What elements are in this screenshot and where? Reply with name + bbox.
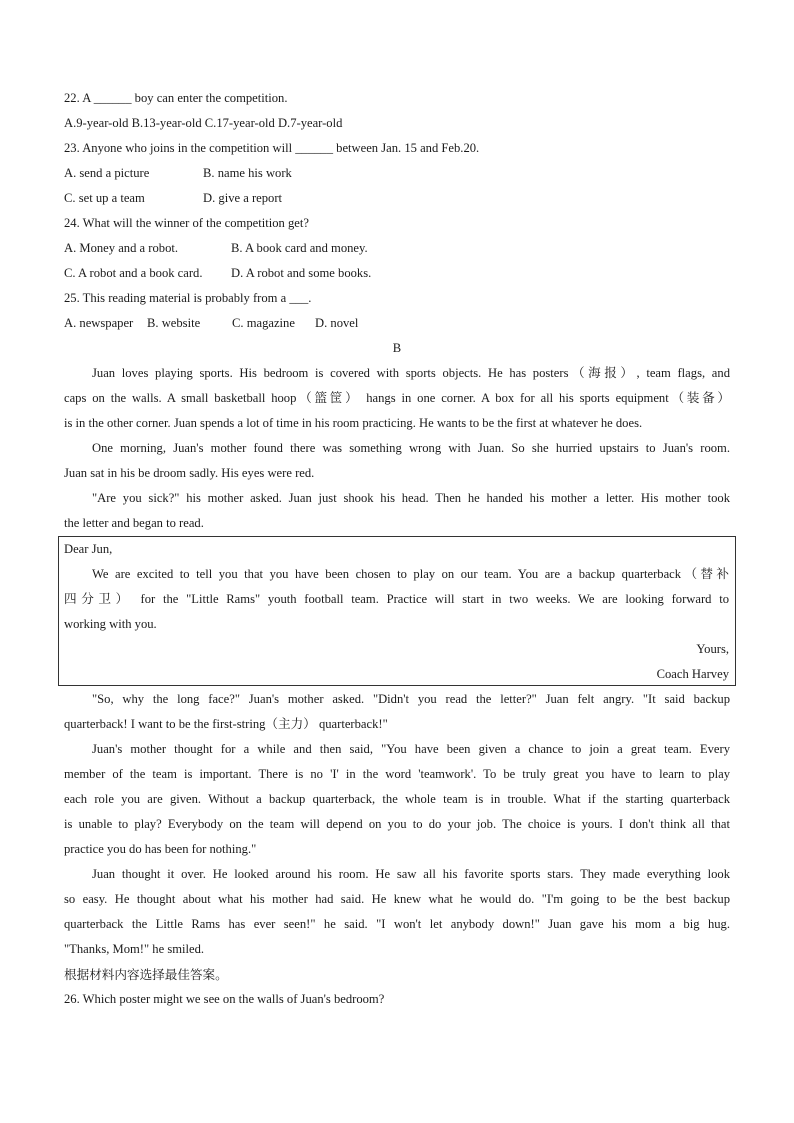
paragraph-6-line: Juan thought it over. He looked around his room. He saw all his favorite sports stars. They made everything look <box>92 867 730 881</box>
letter-box <box>58 536 736 686</box>
q23-option-a: A. send a picture <box>64 166 150 180</box>
paragraph-6-line: "Thanks, Mom!" he smiled. <box>64 942 205 956</box>
q25-option-c: C. magazine <box>232 316 295 330</box>
q24-option-a: A. Money and a robot. <box>64 241 179 255</box>
instruction-text: 根据材料内容选择最佳答案。 <box>64 967 228 982</box>
paragraph-4-line: "So, why the long face?" Juan's mother asked. "Didn't you read the letter?" Juan felt angry. "It said backup <box>92 692 730 706</box>
paragraph-4-line: quarterback! I want to be the first-string（主力） quarterback!" <box>64 717 388 731</box>
paragraph-1-line: is in the other corner. Juan spends a lot of time in his room practicing. He wants to be the first at whatever he does. <box>64 416 643 430</box>
q22-stem: 22. A ______ boy can enter the competition. <box>64 91 288 105</box>
paragraph-1 <box>64 361 730 436</box>
paragraph-2 <box>64 436 730 486</box>
q23-option-b: B. name his work <box>203 166 292 180</box>
paragraph-1-line: Juan loves playing sports. His bedroom is covered with sports objects. He has posters（海报）, team flags, and <box>92 366 730 380</box>
paragraph-1-line: caps on the walls. A small basketball hoop（篮筐） hangs in one corner. A box for all his sports equipment（装备） <box>64 391 730 405</box>
letter-body-line: We are excited to tell you that you have been chosen to play on our team. You are a backup quarterback（替补 <box>92 567 729 581</box>
paragraph-6 <box>64 862 730 962</box>
paragraph-5-line: is unable to play? Everybody on the team will depend on you to do your job. The choice is yours. I don't think all that <box>64 817 730 831</box>
paragraph-5-line: member of the team is important. There is no 'I' in the word 'teamwork'. To be truly great you have to learn to play <box>64 767 730 781</box>
paragraph-4 <box>64 687 730 737</box>
letter-greeting: Dear Jun, <box>64 542 113 556</box>
q23-option-c: C. set up a team <box>64 191 145 205</box>
paragraph-2-line: Juan sat in his be droom sadly. His eyes were red. <box>64 466 315 480</box>
q24-option-b: B. A book card and money. <box>231 241 368 255</box>
q25-option-b: B. website <box>147 316 201 330</box>
q24-stem: 24. What will the winner of the competition get? <box>64 216 309 230</box>
letter-body-line: working with you. <box>64 617 157 631</box>
letter-closing: Yours, <box>696 642 729 656</box>
q23-option-d: D. give a report <box>203 191 283 205</box>
q25-option-a: A. newspaper <box>64 316 134 330</box>
letter-signature: Coach Harvey <box>656 667 729 681</box>
paragraph-6-line: quarterback the Little Rams has ever seen!" he said. "I won't let anybody down!" Juan gave his mom a big hug. <box>64 917 730 931</box>
paragraph-5-line: practice you do has been for nothing." <box>64 842 257 856</box>
paragraph-5 <box>64 737 730 862</box>
letter-body-line: 四分卫） for the "Little Rams" youth football team. Practice will start in two weeks. We are looking forward to <box>64 592 729 606</box>
q25-stem: 25. This reading material is probably from a ___. <box>64 291 312 305</box>
q23-stem: 23. Anyone who joins in the competition will ______ between Jan. 15 and Feb.20. <box>64 141 480 155</box>
q24-option-d: D. A robot and some books. <box>231 266 372 280</box>
paragraph-3-line: the letter and began to read. <box>64 516 204 530</box>
q26-stem: 26. Which poster might we see on the walls of Juan's bedroom? <box>64 992 385 1006</box>
paragraph-5-line: Juan's mother thought for a while and then said, "You have been given a chance to join a great team. Every <box>92 742 730 756</box>
paragraph-5-line: each role you are given. Without a backup quarterback, the whole team is in trouble. What if the starting quarterback <box>64 792 730 806</box>
paragraph-3 <box>64 486 730 536</box>
q24-option-c: C. A robot and a book card. <box>64 266 203 280</box>
q22-options: A.9-year-old B.13-year-old C.17-year-old D.7-year-old <box>64 116 343 130</box>
section-heading: B <box>392 341 402 355</box>
paragraph-2-line: One morning, Juan's mother found there was something wrong with Juan. So she hurried upstairs to Juan's room. <box>92 441 730 455</box>
q25-option-d: D. novel <box>315 316 359 330</box>
paragraph-6-line: so easy. He thought about what his mother had said. He knew what he would do. "I'm going to be the best backup <box>64 892 730 906</box>
paragraph-3-line: "Are you sick?" his mother asked. Juan just shook his head. Then he handed his mother a letter. His mother took <box>92 491 730 505</box>
